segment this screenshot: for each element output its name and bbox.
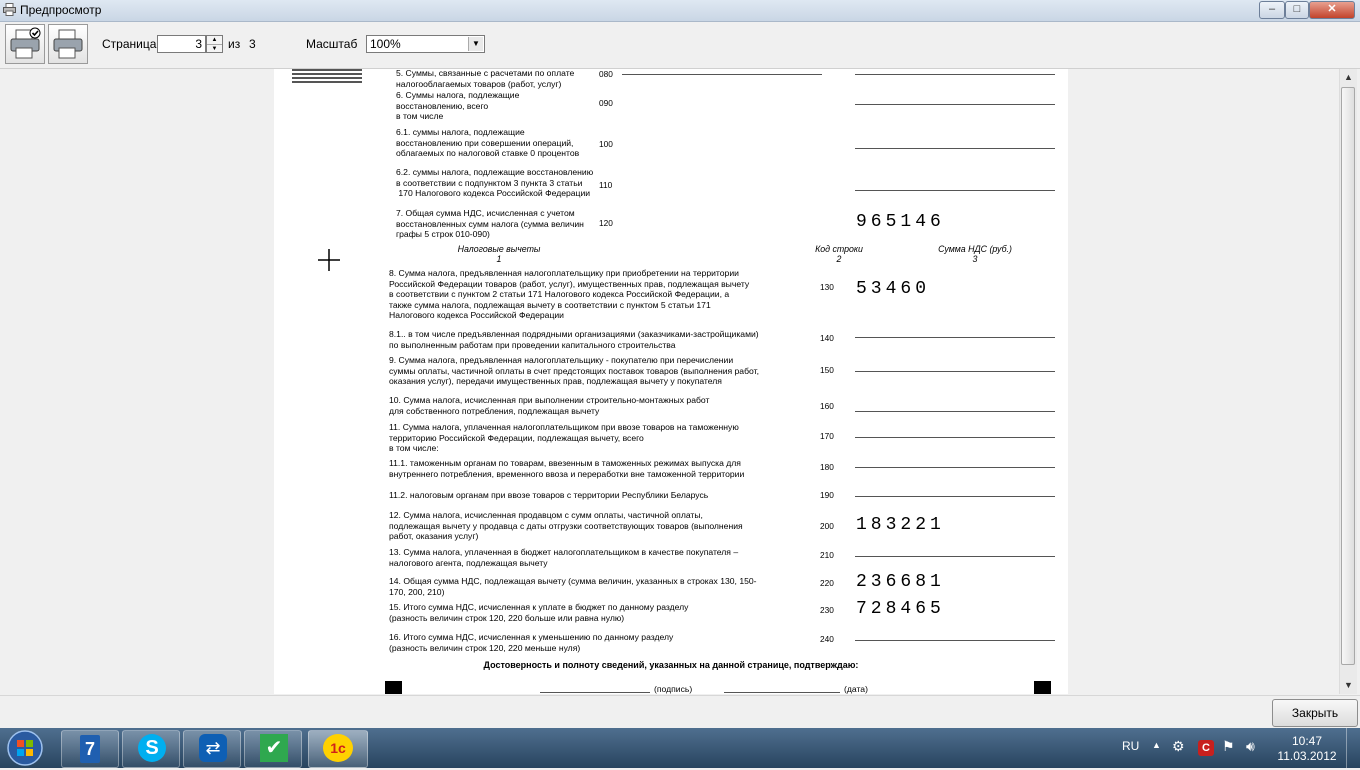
row-underline xyxy=(855,74,1055,75)
row-text-170: 11. Сумма налога, уплаченная налогоплательщиком при ввозе товаров на таможенную территорию Российской Федерации, подлежащая вычету, всего в том числе: xyxy=(389,422,739,454)
col-header-sum xyxy=(924,244,1026,264)
col-header-deductions xyxy=(424,244,574,264)
show-desktop-button[interactable] xyxy=(1346,728,1360,768)
corner-marker-left xyxy=(385,681,402,694)
scroll-down-icon[interactable]: ▼ xyxy=(1344,680,1353,690)
row-underline xyxy=(855,190,1055,191)
col-header-code xyxy=(804,244,874,264)
print-setup-button[interactable] xyxy=(5,24,45,64)
chevron-down-icon[interactable]: ▼ xyxy=(468,37,483,51)
of-label: из xyxy=(228,37,241,51)
window-titlebar[interactable] xyxy=(0,0,1360,22)
row-underline xyxy=(855,467,1055,468)
row-text-080: 5. Суммы, связанные с расчетами по оплате налогооблагаемых товаров (работ, услуг) xyxy=(396,69,575,89)
network-settings-icon[interactable]: ⚙ xyxy=(1172,738,1185,754)
date-label: (дата) xyxy=(844,684,868,694)
bottom-bar xyxy=(0,695,1360,728)
row-value-130: 53460 xyxy=(856,279,931,299)
taskbar-app-1c[interactable] xyxy=(308,730,368,768)
row-text-090: 6. Суммы налога, подлежащие восстановлению, всего в том числе xyxy=(396,90,520,122)
row-text-150: 9. Сумма налога, предъявленная налогоплательщику - покупателю при перечислении суммы оплаты, частичной оплаты в счет предстоящих поставок товаров (выполнения работ, оказания услуг), передачи имущественных прав, подлежащая вычету у покупателя xyxy=(389,355,759,387)
row-text-130: 8. Сумма налога, предъявленная налогоплательщику при приобретении на территории Российской Федерации товаров (работ, услуг), имущественных прав, подлежащая вычету в соответствии с пунктом 2 статьи 171 Налогового кодекса Российской Федерации, а также сумма налога, подлежащая вычету в соответствии с пунктом 5 статьи 171 Налогового кодекса Российской Федерации xyxy=(389,268,750,321)
row-text-190: 11.2. налоговым органам при ввозе товаров с территории Республики Беларусь xyxy=(389,490,709,500)
row-underline xyxy=(855,556,1055,557)
taskbar-app-checklist[interactable] xyxy=(244,730,302,768)
clock-time: 10:47 xyxy=(1291,734,1323,748)
preview-area[interactable] xyxy=(0,69,1339,694)
row-text-240: 16. Итого сумма НДС, исчисленная к уменьшению по данному разделу (разность величин строк 120, 220 меньше нуля) xyxy=(389,632,674,653)
vertical-scrollbar[interactable] xyxy=(1339,69,1357,694)
page-total: 3 xyxy=(249,37,256,51)
crosshair-cursor-icon xyxy=(318,249,340,271)
clock-date: 11.03.2012 xyxy=(1277,749,1337,763)
row-text-140: 8.1.. в том числе предъявленная подрядными организациями (заказчиками-застройщиками) по выполненным работам при проведении капитального строительства xyxy=(389,329,759,350)
start-button[interactable] xyxy=(3,729,47,767)
row-underline xyxy=(855,337,1055,338)
system-clock[interactable] xyxy=(1276,734,1338,764)
stepper-down-icon[interactable]: ▼ xyxy=(211,46,218,52)
row-code-230: 230 xyxy=(820,605,834,615)
1c-icon: 1с xyxy=(323,734,353,762)
row-underline xyxy=(855,411,1055,412)
row-value-200: 183221 xyxy=(856,515,945,535)
row-code-200: 200 xyxy=(820,521,834,531)
printer-icon xyxy=(49,25,87,63)
action-center-icon[interactable]: ⚑ xyxy=(1222,738,1235,754)
row-code-220: 220 xyxy=(820,578,834,588)
row-text-110: 6.2. суммы налога, подлежащие восстановлению в соответствии с подпунктом 3 пункта 3 статьи 170 Налогового кодекса Российской Федерации xyxy=(396,167,594,199)
maximize-button[interactable]: □ xyxy=(1285,1,1309,19)
row-text-180: 11.1. таможенным органам по товарам, ввезенным в таможенных режимах выпуска для внутреннего потребления, временного ввоза и переработки вне таможенной территории xyxy=(389,458,745,479)
print-button[interactable] xyxy=(48,24,88,64)
calculator-icon: 7 xyxy=(80,735,100,763)
windows-logo-icon xyxy=(3,729,47,767)
confirmation-text: Достоверность и полноту сведений, указанных на данной странице, подтверждаю: xyxy=(483,660,859,670)
report-page xyxy=(274,69,1068,694)
page-stepper[interactable] xyxy=(206,35,223,53)
row-code-120: 120 xyxy=(599,218,613,228)
signature-label: (подпись) xyxy=(654,684,693,694)
row-value-220: 236681 xyxy=(856,572,945,592)
col1-number: 1 xyxy=(496,254,502,264)
minimize-button[interactable]: – xyxy=(1259,1,1285,19)
row-value-120: 965146 xyxy=(856,212,945,232)
scale-label: Масштаб xyxy=(306,37,358,51)
col1-title: Налоговые вычеты xyxy=(457,244,541,254)
row-code-210: 210 xyxy=(820,550,834,560)
signature-line xyxy=(540,692,650,693)
row-underline xyxy=(855,437,1055,438)
taskbar xyxy=(0,728,1360,768)
row-underline xyxy=(855,148,1055,149)
close-button[interactable]: Закрыть xyxy=(1272,699,1358,727)
row-underline xyxy=(855,371,1055,372)
row-text-220: 14. Общая сумма НДС, подлежащая вычету (сумма величин, указанных в строках 130, 150- 170, 200, 210) xyxy=(389,576,757,597)
window-title: Предпросмотр xyxy=(20,3,102,17)
antivirus-icon[interactable]: C xyxy=(1198,740,1214,756)
stepper-up-icon[interactable]: ▲ xyxy=(207,36,222,45)
row-text-120: 7. Общая сумма НДС, исчисленная с учетом восстановленных сумм налога (сумма величин графы 5 строк 010-090) xyxy=(396,208,584,240)
taskbar-app-skype[interactable] xyxy=(122,730,180,768)
scrollbar-thumb[interactable] xyxy=(1341,87,1355,665)
row-text-210: 13. Сумма налога, уплаченная в бюджет налогоплательщиком в качестве покупателя – налогового агента, подлежащая вычету xyxy=(389,547,739,568)
row-code-080: 080 xyxy=(599,69,613,79)
row-code-130: 130 xyxy=(820,282,834,292)
row-code-170: 170 xyxy=(820,431,834,441)
col2-title: Код строки xyxy=(815,244,863,254)
taskbar-app-calculator[interactable] xyxy=(61,730,119,768)
scale-value: 100% xyxy=(370,37,401,51)
corner-marker-right xyxy=(1034,681,1051,694)
page-marker-lines xyxy=(292,69,362,85)
col3-number: 3 xyxy=(972,254,978,264)
row-code-140: 140 xyxy=(820,333,834,343)
page-number-input[interactable]: 3 xyxy=(157,35,206,53)
page-label: Страница xyxy=(102,37,157,51)
volume-icon[interactable]: 🔊︎ xyxy=(1246,738,1255,754)
scale-select[interactable] xyxy=(366,35,485,53)
col2-number: 2 xyxy=(836,254,842,264)
toolbar xyxy=(0,22,1360,69)
col3-title: Сумма НДС (руб.) xyxy=(938,244,1012,254)
row-text-200: 12. Сумма налога, исчисленная продавцом с сумм оплаты, частичной оплаты, подлежащая вычету у продавца с даты отгрузки соответствующих товаров (выполнения работ, оказания услуг) xyxy=(389,510,743,542)
printer-settings-icon xyxy=(6,25,44,63)
checklist-icon: ✔ xyxy=(260,734,288,762)
teamviewer-icon: ⇄ xyxy=(199,734,227,762)
row-code-160: 160 xyxy=(820,401,834,411)
row-underline xyxy=(855,640,1055,641)
show-hidden-icons-icon[interactable]: ▲ xyxy=(1152,740,1161,750)
language-indicator[interactable]: RU xyxy=(1122,739,1140,753)
row-code-110: 110 xyxy=(599,180,613,190)
row-code-150: 150 xyxy=(820,365,834,375)
row-code-190: 190 xyxy=(820,490,834,500)
row-value-230: 728465 xyxy=(856,599,945,619)
row-code-240: 240 xyxy=(820,634,834,644)
row-code-100: 100 xyxy=(599,139,613,149)
date-line xyxy=(724,692,840,693)
row-code-090: 090 xyxy=(599,98,613,108)
printer-icon xyxy=(3,3,16,16)
row-underline xyxy=(622,74,822,75)
row-underline xyxy=(855,496,1055,497)
row-text-100: 6.1. суммы налога, подлежащие восстановлению при совершении операций, облагаемых по налоговой ставке 0 процентов xyxy=(396,127,580,159)
skype-icon: S xyxy=(138,734,166,762)
taskbar-app-teamviewer[interactable] xyxy=(183,730,241,768)
row-text-160: 10. Сумма налога, исчисленная при выполнении строительно-монтажных работ для собственного потребления, подлежащая вычету xyxy=(389,395,710,416)
row-code-180: 180 xyxy=(820,462,834,472)
row-underline xyxy=(855,104,1055,105)
row-text-230: 15. Итого сумма НДС, исчисленная к уплате в бюджет по данному разделу (разность величин строк 120, 220 больше или равна нулю) xyxy=(389,602,689,623)
scroll-up-icon[interactable]: ▲ xyxy=(1344,72,1353,82)
close-window-button[interactable]: ✕ xyxy=(1309,1,1355,19)
